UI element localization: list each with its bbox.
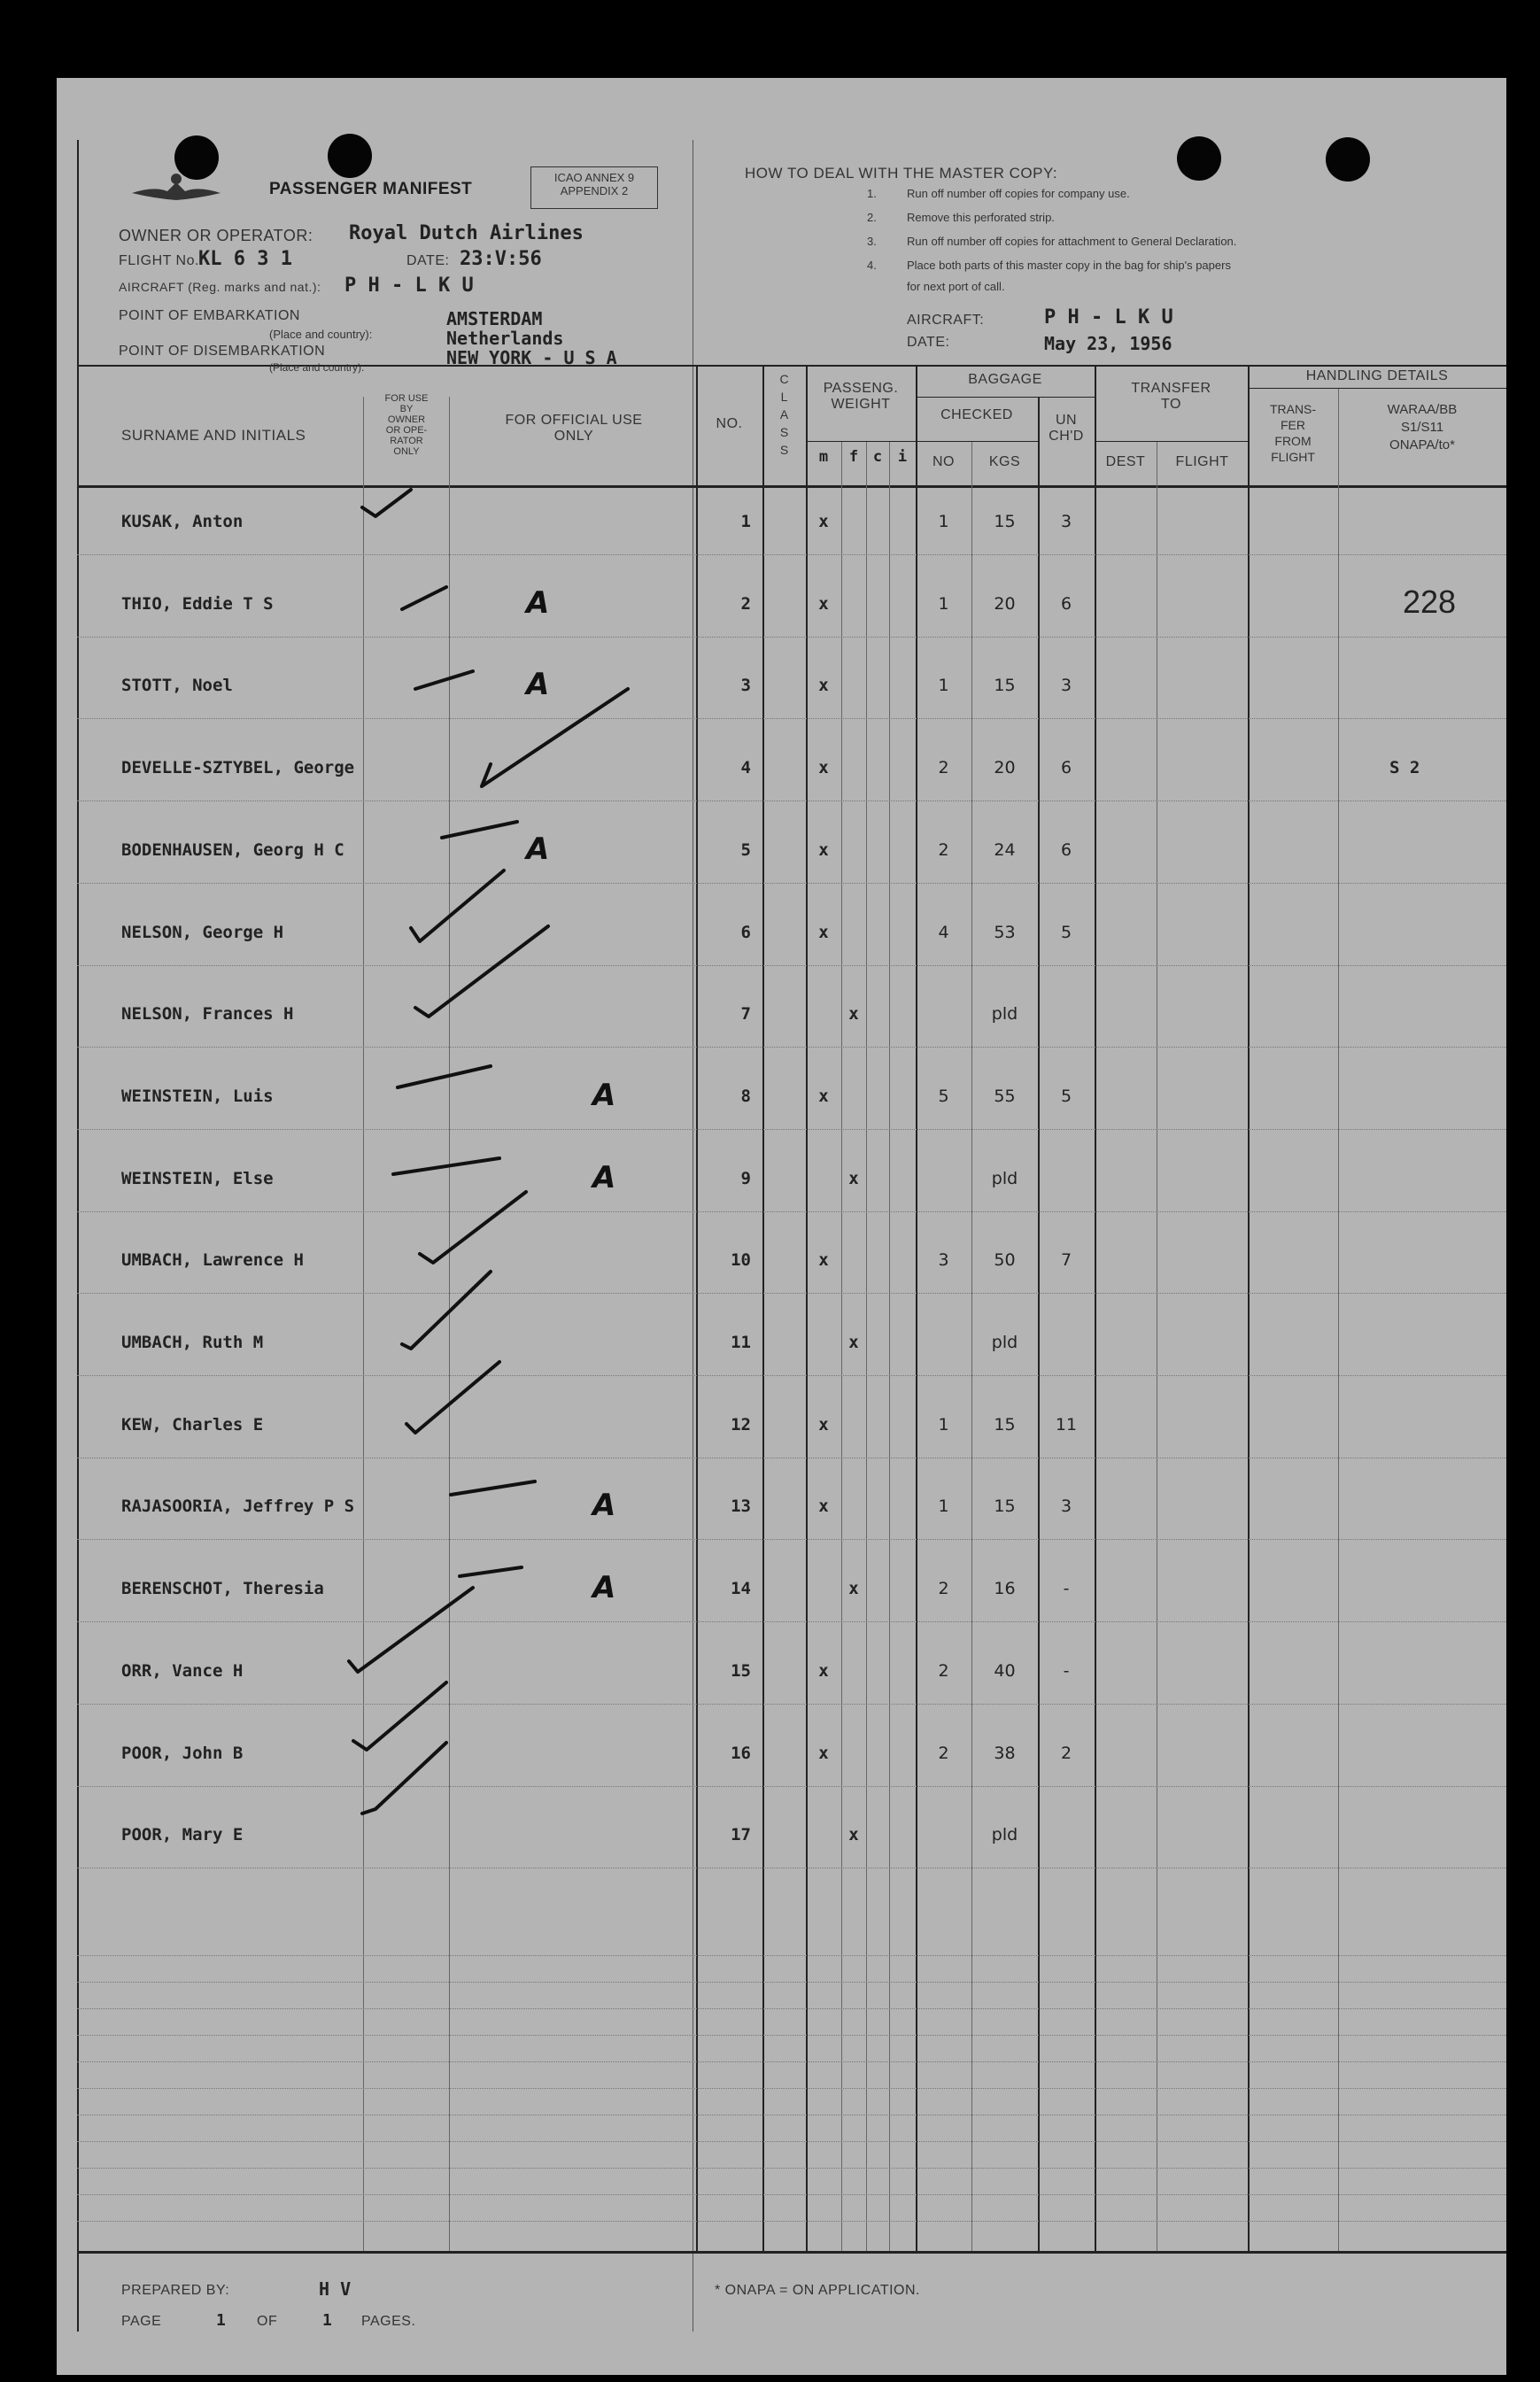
- check-mark: [415, 926, 548, 1017]
- bag-count: 3: [938, 1250, 949, 1270]
- passenger-name: NELSON, Frances H: [121, 1004, 294, 1024]
- disembark-label: POINT OF DISEMBARKATION: [119, 344, 326, 359]
- col-header-unchd: UN CH'D: [1049, 413, 1084, 444]
- check-mark: [362, 490, 411, 516]
- check-mark: [420, 1192, 526, 1263]
- bag-unchecked: 3: [1060, 676, 1072, 695]
- weight-x-mark: x: [818, 594, 829, 614]
- bag-unchecked: 3: [1060, 1496, 1072, 1516]
- passenger-no: 15: [731, 1661, 751, 1681]
- weight-x-mark: x: [818, 758, 829, 777]
- weight-x-mark: x: [848, 1579, 859, 1598]
- bag-kgs: 16: [994, 1579, 1016, 1598]
- col-header-class: C L A S S: [779, 372, 789, 457]
- weight-x-mark: x: [848, 1825, 859, 1845]
- bag-kgs: 55: [994, 1087, 1016, 1106]
- bag-kgs: 53: [994, 923, 1016, 942]
- col-header-no: NO.: [716, 416, 743, 431]
- page-number: 1: [216, 2311, 226, 2330]
- official-mark: A: [526, 667, 550, 702]
- icao-annex-box: ICAO ANNEX 9 APPENDIX 2: [530, 166, 658, 209]
- weight-x-mark: x: [818, 512, 829, 531]
- instr-aircraft-label: AIRCRAFT:: [907, 313, 985, 328]
- weight-x-mark: x: [818, 676, 829, 695]
- embark-place-country-label: (Place and country):: [269, 328, 373, 341]
- embark-country: Netherlands: [446, 328, 564, 349]
- check-mark: [402, 1272, 491, 1349]
- passenger-name: WEINSTEIN, Else: [121, 1169, 274, 1188]
- bag-unchecked: 7: [1060, 1250, 1072, 1270]
- instr-date-label: DATE:: [907, 335, 950, 350]
- weight-x-mark: x: [818, 840, 829, 860]
- dash-mark: [451, 1481, 535, 1495]
- page-label: PAGE: [121, 2314, 162, 2329]
- col-header-transfer-from: TRANS- FER FROM FLIGHT: [1269, 402, 1317, 464]
- check-mark: [406, 1362, 499, 1433]
- bag-kgs: 40: [994, 1661, 1016, 1681]
- bag-kgs: 24: [994, 840, 1016, 860]
- check-mark: [482, 689, 628, 786]
- official-mark: A: [592, 1160, 616, 1195]
- bag-unchecked: -: [1063, 1579, 1070, 1598]
- check-mark: [349, 1588, 473, 1672]
- col-header-official: FOR OFFICIAL USE ONLY: [505, 413, 643, 444]
- bag-unchecked: 6: [1060, 594, 1072, 614]
- dash-mark: [415, 671, 473, 689]
- handling-note: 228: [1403, 584, 1457, 620]
- passenger-name: KUSAK, Anton: [121, 512, 244, 531]
- passenger-name: BODENHAUSEN, Georg H C: [121, 840, 344, 860]
- bag-count: 2: [938, 1579, 949, 1598]
- official-mark: A: [592, 1078, 616, 1113]
- passenger-name: BERENSCHOT, Theresia: [121, 1579, 324, 1598]
- bag-count: 1: [938, 594, 949, 614]
- bag-count: 1: [938, 1496, 949, 1516]
- bag-count: 1: [938, 1415, 949, 1435]
- embark-value: AMSTERDAM: [446, 308, 543, 329]
- passenger-no: 16: [731, 1744, 751, 1763]
- instr-date-value: May 23, 1956: [1044, 333, 1172, 354]
- col-header-checked-kgs: KGS: [988, 454, 1021, 469]
- disembark-value: NEW YORK - U S A: [446, 347, 617, 368]
- col-header-checked-no: NO: [933, 454, 955, 469]
- passenger-name: POOR, Mary E: [121, 1825, 244, 1845]
- col-header-surname: SURNAME AND INITIALS: [121, 427, 306, 444]
- col-header-baggage: BAGGAGE: [968, 372, 1042, 387]
- passenger-no: 17: [731, 1825, 751, 1845]
- passenger-no: 8: [740, 1087, 751, 1106]
- date-value: 23:V:56: [460, 248, 542, 270]
- pages-number: 1: [322, 2311, 332, 2330]
- passenger-name: STOTT, Noel: [121, 676, 233, 695]
- check-mark: [362, 1743, 446, 1814]
- bag-kgs: 50: [994, 1250, 1016, 1270]
- passenger-name: KEW, Charles E: [121, 1415, 264, 1435]
- prepared-by-label: PREPARED BY:: [121, 2283, 230, 2298]
- passenger-no: 12: [731, 1415, 751, 1435]
- instructions-title: HOW TO DEAL WITH THE MASTER COPY:: [745, 165, 1058, 182]
- col-header-checked: CHECKED: [940, 407, 1013, 422]
- handwritten-checkmarks: [57, 78, 1506, 2375]
- bag-kgs: 38: [994, 1744, 1016, 1763]
- pages-label: PAGES.: [361, 2314, 416, 2329]
- dash-mark: [442, 822, 517, 838]
- weight-x-mark: x: [818, 1496, 829, 1516]
- bag-unchecked: 5: [1060, 1087, 1072, 1106]
- passenger-no: 1: [740, 512, 751, 531]
- official-mark: A: [592, 1570, 616, 1605]
- bag-kgs: pld: [991, 1004, 1018, 1024]
- bag-count: 2: [938, 1661, 949, 1681]
- bag-unchecked: 2: [1060, 1744, 1072, 1763]
- bag-unchecked: 3: [1060, 512, 1072, 531]
- aircraft-value: P H - L K U: [344, 275, 474, 297]
- passenger-no: 7: [740, 1004, 751, 1024]
- passenger-name: WEINSTEIN, Luis: [121, 1087, 274, 1106]
- passenger-name: UMBACH, Lawrence H: [121, 1250, 304, 1270]
- passenger-no: 13: [731, 1496, 751, 1516]
- col-header-flight: FLIGHT: [1175, 454, 1229, 469]
- passenger-no: 6: [740, 923, 751, 942]
- passenger-name: THIO, Eddie T S: [121, 594, 274, 614]
- weight-sub-m: m: [818, 448, 829, 466]
- passenger-no: 4: [740, 758, 751, 777]
- bag-count: 2: [938, 758, 949, 777]
- owner-label: OWNER OR OPERATOR:: [119, 227, 313, 244]
- aircraft-label: AIRCRAFT (Reg. marks and nat.):: [119, 280, 321, 294]
- weight-x-mark: x: [818, 1250, 829, 1270]
- check-mark: [411, 870, 504, 941]
- weight-x-mark: x: [818, 1087, 829, 1106]
- embark-label: POINT OF EMBARKATION: [119, 308, 300, 323]
- passenger-name: POOR, John B: [121, 1744, 244, 1763]
- passenger-name: UMBACH, Ruth M: [121, 1333, 264, 1352]
- passenger-no: 3: [740, 676, 751, 695]
- official-mark: A: [526, 585, 550, 621]
- official-mark: A: [592, 1488, 616, 1523]
- bag-kgs: 15: [994, 1496, 1016, 1516]
- bag-kgs: pld: [991, 1333, 1018, 1352]
- bag-unchecked: 6: [1060, 840, 1072, 860]
- weight-sub-i: i: [897, 448, 908, 466]
- passenger-no: 14: [731, 1579, 751, 1598]
- passenger-name: RAJASOORIA, Jeffrey P S: [121, 1496, 355, 1516]
- dash-mark: [402, 587, 446, 609]
- weight-x-mark: x: [818, 1661, 829, 1681]
- onapa-note: * ONAPA = ON APPLICATION.: [715, 2283, 920, 2298]
- bag-kgs: 15: [994, 512, 1016, 531]
- weight-x-mark: x: [848, 1169, 859, 1188]
- manifest-sheet: PASSENGER MANIFEST ICAO ANNEX 9 APPENDIX 2 OWNER OR OPERATOR: Royal Dutch Airlines FLIGHT No. KL 6 3 1 DATE: 23:V:56 AIRCRAFT (Reg. marks and nat.): P H - L K U POINT OF EMBARKATION AMSTERDAM (Place and country): Netherlands POINT OF DISEMBARKATION (Place and country): NEW YORK - U S A HOW TO DEAL WITH THE MASTER COPY: 1. Run off number off copies for company use. 2. Remove this perforated strip. 3. Run off number off copies for attachment to General Declaration. 4. Place both parts of this master copy in the bag for ship's papers for next port of call. AIRCRAFT: P H - L K U DATE: May 23, 1956 SURNAME AND INITIALS FOR USE BY OWNER OR OPE- RATOR ONLY FOR OFFICIAL USE ONLY NO. C L A S S PASSENG. WEIGHT m f c i BAGGAGE CHECKED NO KGS UN CH'D TRANSFER TO DEST FLIGHT HANDLING DETAILS TRANS- FER FROM FLIGHT WARAA/BB S1/S11 ONAPA/to* KUSAK, Anton 1 x 1 15 3 THIO, Eddie T S 2 x 1 20 6 A 228 STOTT, Noel 3 x 1 15 3 A DEVELLE-SZTYBEL, George 4 x 2 20 6 S 2 BODENHAUSEN, Georg H C 5 x 2 24 6 A NELSON, George H 6 x 4 53 5 NELSON, Frances H 7 x pld WEINSTEIN, Luis 8 x 5 55 5 A WEINSTEIN, Else 9 x pld A UMBACH, Lawrence H 10 x 3 50 7 UMBACH, Ruth M 11 x pld KEW, Charles E 12 x 1 15 11 RAJASOORIA, Jeffrey P S 13 x 1 15 3 A BERENSCHOT, Theresia 14 x 2 16 - A ORR, Vance H 15 x 2 40 - POOR, John B 16 x 2 38 2 POOR, Mary E 17 x pld PREPARED BY: H V PAGE 1 OF 1 PAGES. * ONAPA = ON APPLICATION.: [57, 78, 1506, 2375]
- dash-mark: [460, 1567, 522, 1576]
- weight-sub-f: f: [848, 448, 859, 466]
- bag-count: 5: [938, 1087, 949, 1106]
- bag-count: 2: [938, 840, 949, 860]
- official-mark: A: [526, 831, 550, 867]
- instr-aircraft-value: P H - L K U: [1044, 306, 1173, 329]
- weight-x-mark: x: [848, 1004, 859, 1024]
- bag-kgs: 15: [994, 1415, 1016, 1435]
- bag-unchecked: 11: [1055, 1415, 1078, 1435]
- col-header-waraa: WARAA/BB S1/S11 ONAPA/to*: [1387, 402, 1458, 452]
- check-mark: [353, 1682, 446, 1750]
- bag-kgs: pld: [991, 1825, 1018, 1845]
- col-header-handling: HANDLING DETAILS: [1305, 368, 1449, 383]
- col-header-transfer: TRANSFER TO: [1131, 381, 1211, 412]
- weight-x-mark: x: [818, 923, 829, 942]
- of-label: OF: [257, 2314, 278, 2329]
- dash-mark: [398, 1066, 491, 1087]
- passenger-no: 9: [740, 1169, 751, 1188]
- passenger-no: 5: [740, 840, 751, 860]
- flight-value: KL 6 3 1: [198, 248, 292, 270]
- col-header-dest: DEST: [1105, 454, 1146, 469]
- weight-x-mark: x: [818, 1744, 829, 1763]
- passenger-name: NELSON, George H: [121, 923, 284, 942]
- owner-value: Royal Dutch Airlines: [349, 222, 584, 244]
- passenger-name: ORR, Vance H: [121, 1661, 244, 1681]
- disembark-place-country-label: (Place and country):: [269, 361, 365, 374]
- col-header-owner-use: FOR USE BY OWNER OR OPE- RATOR ONLY: [384, 393, 429, 457]
- passenger-name: DEVELLE-SZTYBEL, George: [121, 758, 355, 777]
- bag-unchecked: -: [1063, 1661, 1070, 1681]
- bag-count: 2: [938, 1744, 949, 1763]
- bag-count: 1: [938, 512, 949, 531]
- weight-x-mark: x: [818, 1415, 829, 1435]
- bag-kgs: pld: [991, 1169, 1018, 1188]
- bag-kgs: 15: [994, 676, 1016, 695]
- prepared-by-value: H V: [319, 2278, 352, 2300]
- weight-sub-c: c: [872, 448, 883, 466]
- passenger-no: 10: [731, 1250, 751, 1270]
- manifest-title: PASSENGER MANIFEST: [269, 180, 473, 198]
- dash-mark: [393, 1158, 499, 1174]
- bag-unchecked: 6: [1060, 758, 1072, 777]
- col-header-weight: PASSENG. WEIGHT: [823, 381, 899, 412]
- handling-note: S 2: [1389, 758, 1420, 777]
- bag-unchecked: 5: [1060, 923, 1072, 942]
- date-label: DATE:: [406, 253, 450, 268]
- flight-label: FLIGHT No.: [119, 253, 199, 268]
- bag-count: 1: [938, 676, 949, 695]
- bag-kgs: 20: [994, 594, 1016, 614]
- bag-kgs: 20: [994, 758, 1016, 777]
- passenger-no: 2: [740, 594, 751, 614]
- bag-count: 4: [938, 923, 949, 942]
- weight-x-mark: x: [848, 1333, 859, 1352]
- passenger-no: 11: [731, 1333, 751, 1352]
